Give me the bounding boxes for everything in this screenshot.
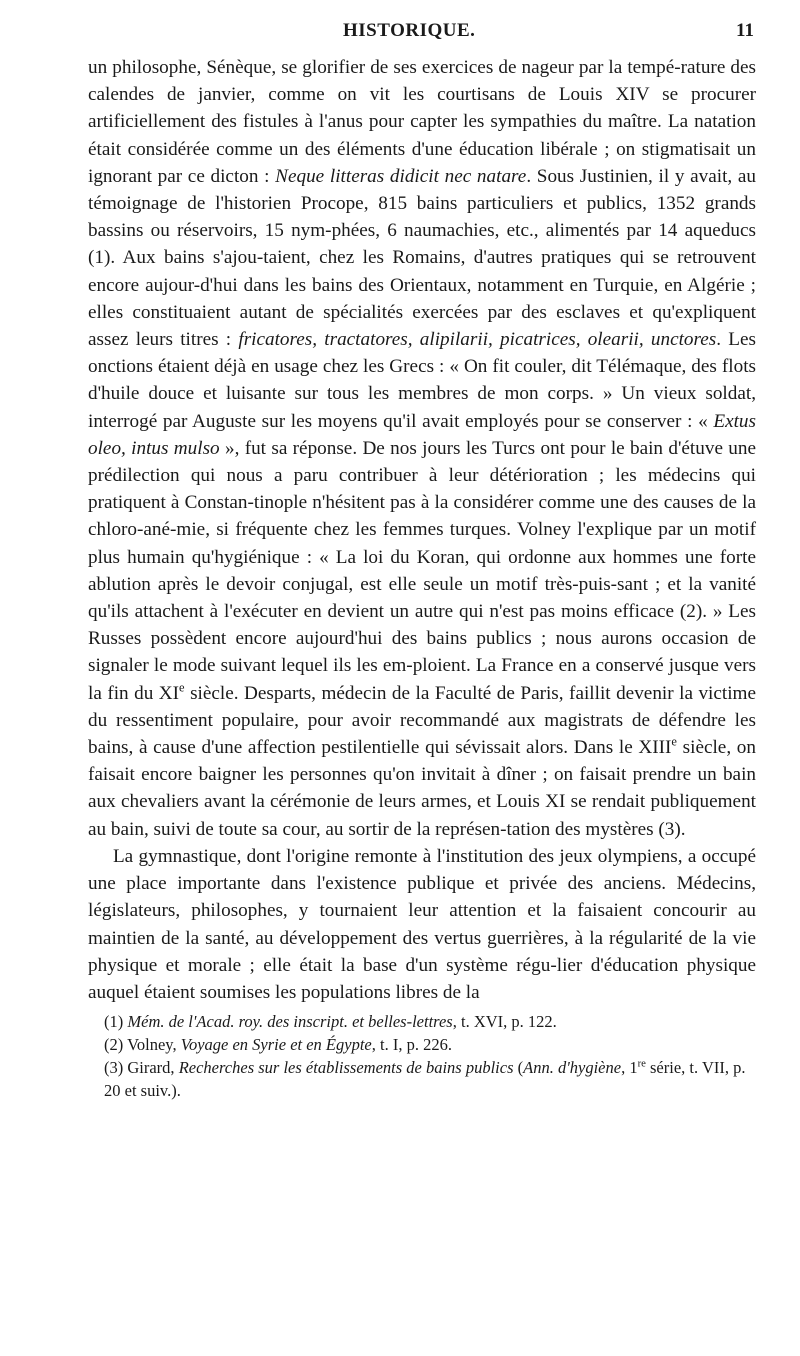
footnote-title: Voyage en Syrie et en Égypte: [180, 1035, 372, 1055]
footnote-title: Mém. de l'Acad. roy. des inscript. et belles-lettres: [127, 1012, 453, 1032]
latin-dicton: Neque litteras didicit nec natare: [275, 165, 527, 187]
footnote-ref: , t. I, p. 226.: [371, 1035, 452, 1055]
running-title: HISTORIQUE.: [343, 20, 476, 41]
p1-segment: siècle, on faisait encore baigner les personnes qu'on invitait à dîner ; on faisait prendre un bain aux chevaliers avant la cérémonie de leurs armes, et Louis XI se rendait publiquement au bain, suivi de toute sa cour, au sortir de la représen-tation des mystères (3).: [88, 737, 756, 840]
p1-segment: siècle. Desparts, médecin de la Faculté de Paris, faillit devenir la victime du ressentiment populaire, pour avoir recommandé aux magistrats de défendre les bains, à cause d'une affection pestilentielle qui sévissait alors. Dans le: [88, 682, 756, 759]
ordinal-suffix: re: [637, 1057, 646, 1070]
paragraph-1: [88, 54, 756, 843]
footnote-number: (3) Girard,: [104, 1058, 179, 1078]
page-number: 11: [736, 20, 754, 41]
footnote-punct: (: [513, 1058, 524, 1078]
footnote-number: (1): [104, 1012, 128, 1032]
footnote-number: (2) Volney,: [104, 1035, 181, 1055]
footnote-2: [88, 1033, 756, 1056]
ordinal-suffix: e: [671, 734, 677, 749]
latin-titles: fricatores, tractatores, alipilarii, picatrices, olearii, unctores: [238, 329, 717, 351]
footnote-3: [88, 1056, 756, 1102]
century-numeral: XI: [158, 682, 180, 704]
century-numeral: XIII: [638, 737, 672, 759]
latin-response: Extus oleo, intus mulso: [88, 410, 756, 459]
footnote-punct: ,: [621, 1058, 630, 1078]
ordinal-suffix: e: [179, 680, 185, 695]
footnote-series: 1: [629, 1058, 638, 1078]
page-header: [88, 20, 756, 54]
footnotes: [88, 1010, 756, 1102]
paragraph-2: La gymnastique, dont l'origine remonte à l'institution des jeux olympiens, a occupé une place importante dans l'existence publique et privée des anciens. Médecins, législateurs, philosophes, y tournaient leur attention et la faisaient concourir au maintien de la santé, au développement des vertus guerrières, à la régularité de la vie physique et morale ; elle était la base d'un système régu-lier d'éducation physique auquel étaient soumises les populations libres de la: [88, 845, 756, 1003]
p1-segment: un philosophe, Sénèque, se glorifier de ses exercices de nageur par la tempé-rature des calendes de janvier, comme on vit les courtisans de Louis XIV se procurer artificiellement des fistules à l'anus pour capter les sympathies du maître. La natation était considérée comme un des éléments d'une éducation libérale ; on stigmatisait un ignorant par ce dicton :: [88, 57, 756, 187]
p1-segment: », fut sa réponse. De nos jours les Turcs ont pour le bain d'étuve une prédilection qui nous a paru contribuer à leur détérioration ; les médecins qui pratiquent à Constan-tinople n'hésitent pas à la considérer comme une des causes de la chloro-ané-mie, si fréquente chez les femmes turques. Volney l'explique par un motif plus humain qu'hygiénique : « La loi du Koran, qui ordonne aux hommes une forte ablution après le devoir conjugal, est elle seule un motif très-puis-sant ; et la vanité qu'ils attachent à l'exécuter en devient un autre qui n'est pas moins efficace (2). » Les Russes possèdent encore aujourd'hui des bains publics ; nous aurons occasion de signaler le mode suivant lequel ils les em-ploient. La France en a conservé jusque vers la fin du: [88, 437, 756, 704]
footnote-title: Recherches sur les établissements de bains publics: [178, 1058, 514, 1078]
page: [88, 20, 756, 1102]
body-text: [88, 54, 756, 1006]
p1-segment: . Les onctions étaient déjà en usage chez les Grecs : « On fit couler, dit Télémaque, des flots d'huile douce et luisante sur tous les membres de mon corps. » Un vieux soldat, interrogé par Auguste sur les moyens qu'il avait employés pour se conserver : «: [88, 329, 756, 432]
footnote-1: [88, 1010, 756, 1033]
p1-segment: . Sous Justinien, il y avait, au témoignage de l'historien Procope, 815 bains particuliers et publics, 1352 grands bassins ou réservoirs, 15 nym-phées, 6 naumachies, etc., alimentés par 14 aqueducs (1). Aux bains s'ajou-taient, chez les Romains, d'autres pratiques qui se retrouvent encore aujour-d'hui dans les bains des Orientaux, notamment en Turquie, en Algérie ; elles constituaient autant de spécialités exercées par des esclaves et qu'expliquent assez leurs titres :: [88, 165, 756, 351]
footnote-ref: , t. XVI, p. 122.: [452, 1012, 557, 1032]
footnote-ref: série, t. VII, p. 20 et suiv.).: [104, 1058, 746, 1101]
footnote-journal: Ann. d'hygiène: [523, 1058, 622, 1078]
